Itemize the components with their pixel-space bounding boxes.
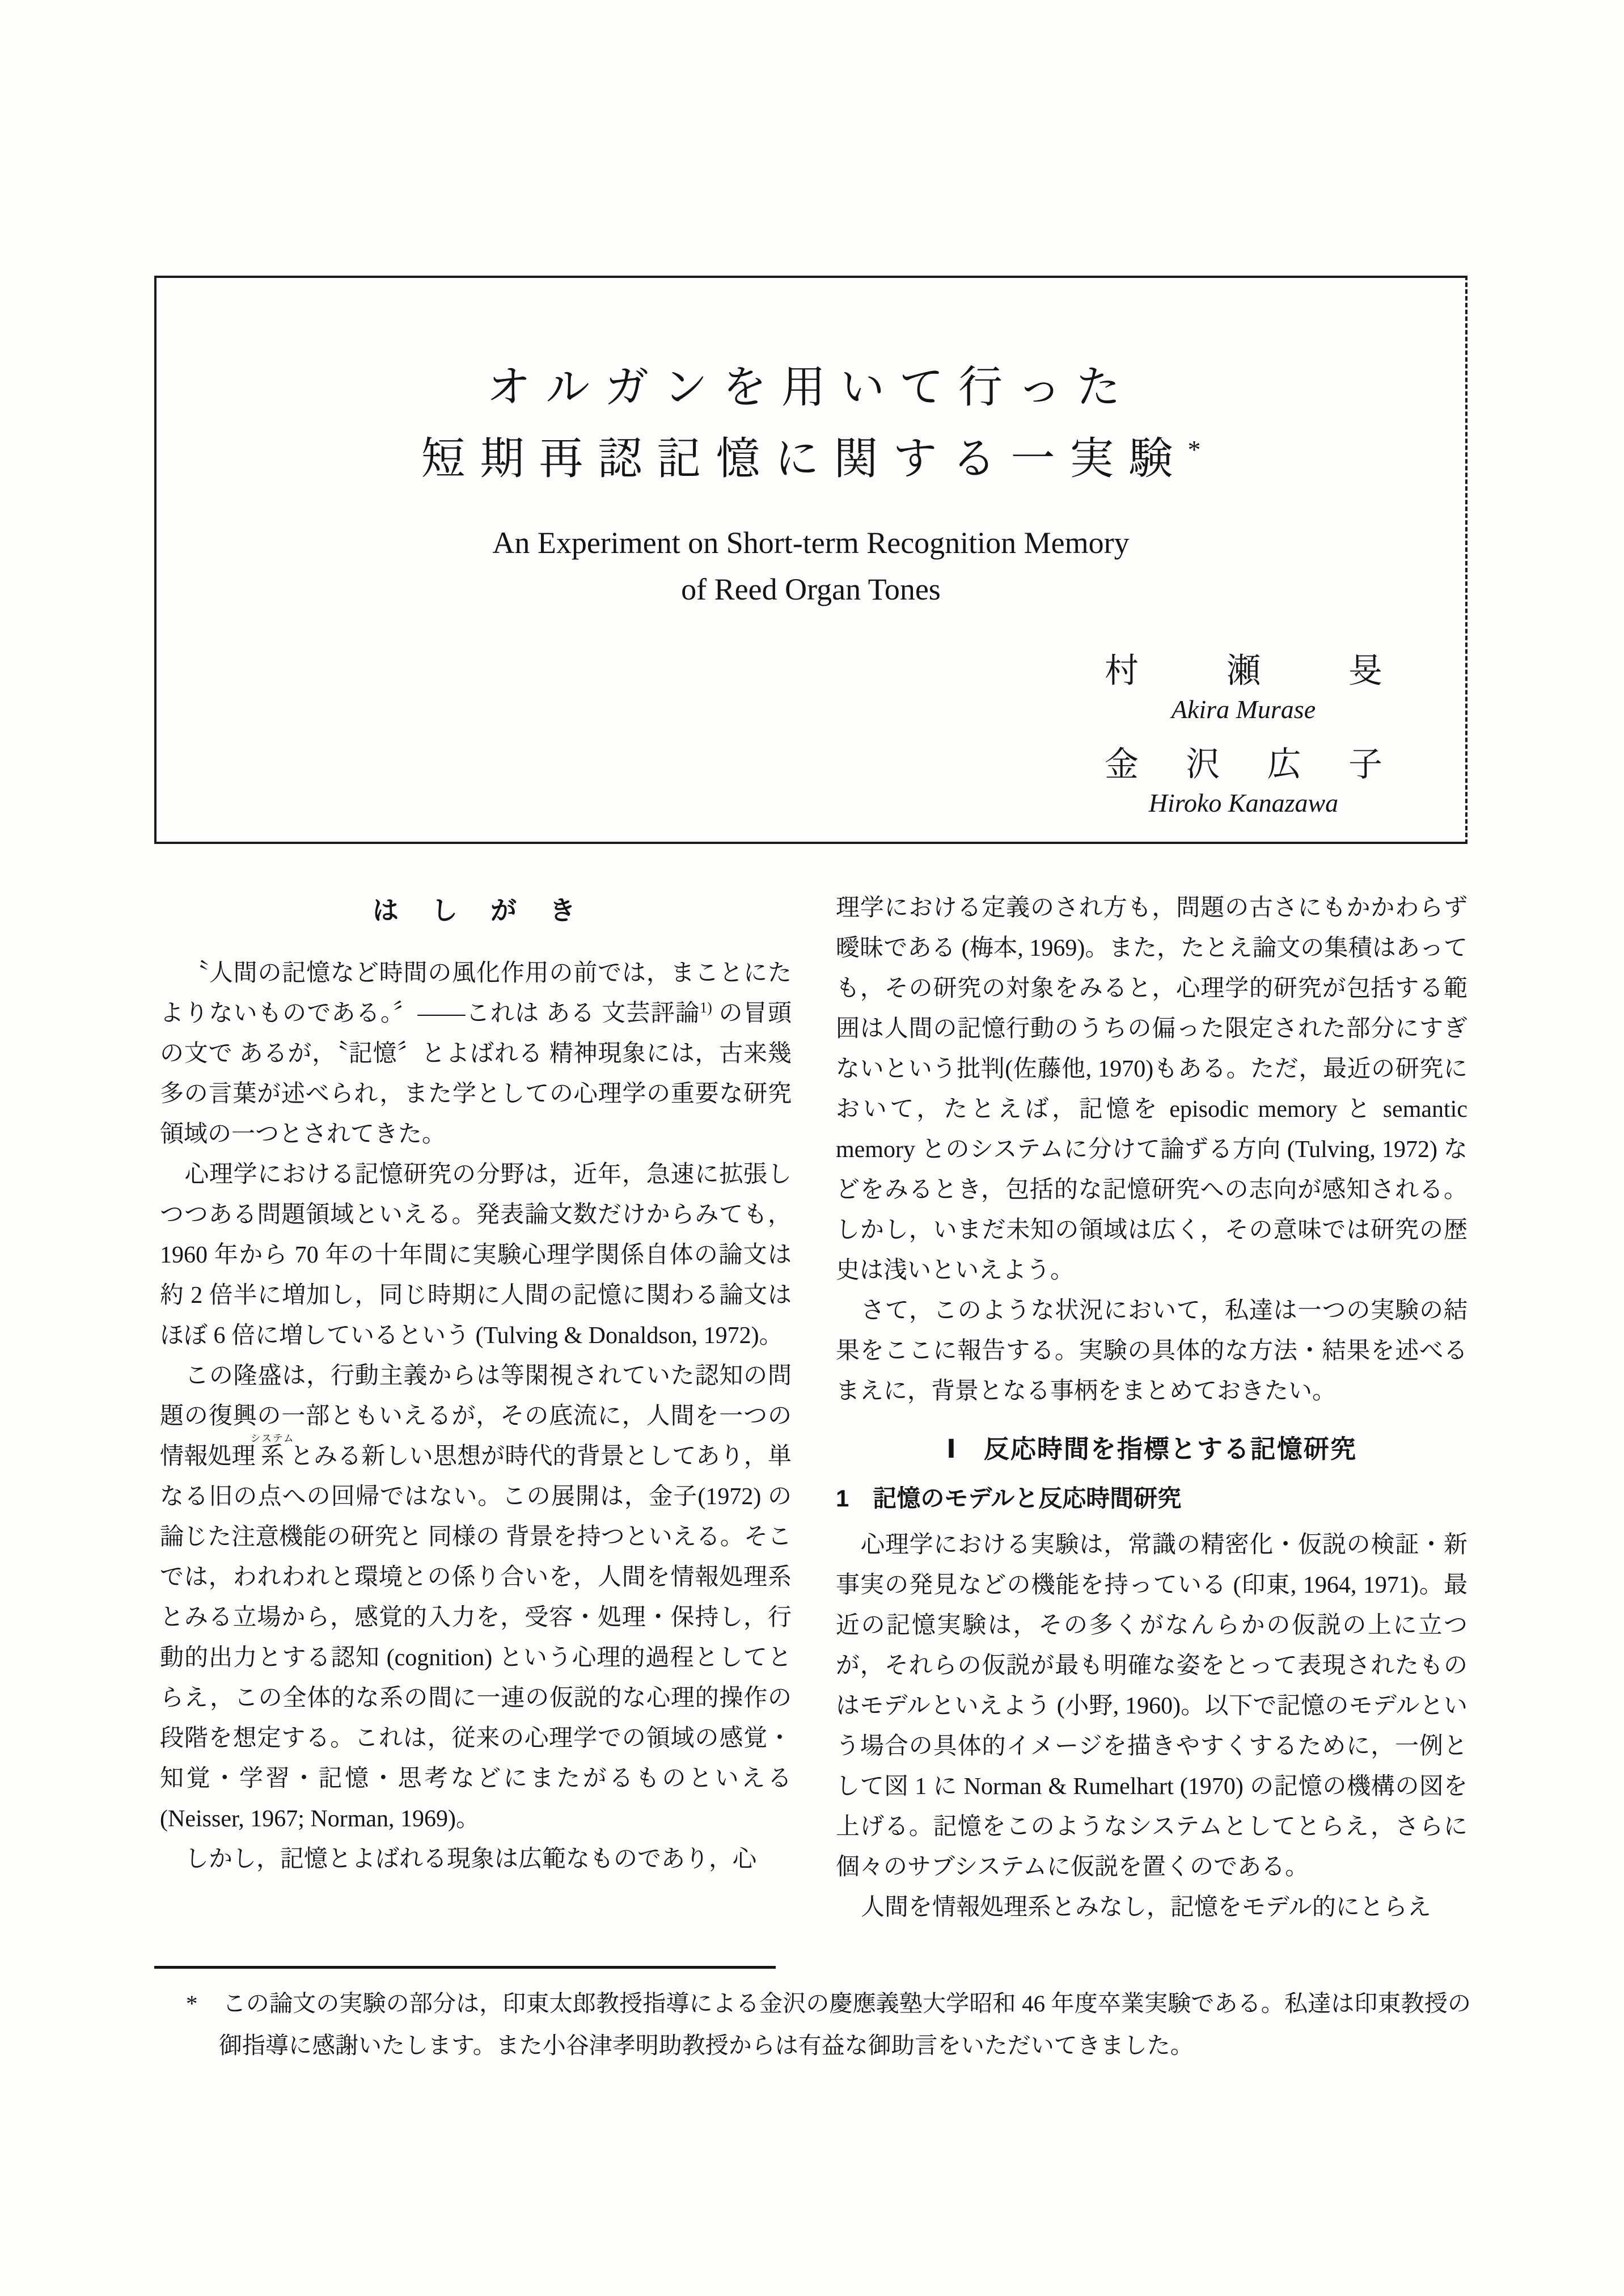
title-box xyxy=(154,276,1467,844)
body-columns xyxy=(160,888,1467,1928)
footnote-marker: * xyxy=(186,1990,198,2016)
author-2-name-en: Hiroko Kanazawa xyxy=(1148,788,1339,817)
preface-paragraph-3-cont: とみる新しい思想が時代的背景としてあり，単なる旧の点への回帰ではない。この展開は，金子(1972) の論じた注意機能の研究と 同様の 背景を持つといえる。そこでは，われわれと環境との係り合いを，人間を情報処理系とみる立場から，感覚的入力を，受容・処理・保持し，行動的出力とする認知 (cognition) という心理的過程としてとらえ，この全体的な系の間に一連の仮説的な心理的操作の段階を想定する。これは，従来の心理学での領域の感覚・知覚・学習・記憶・思考などにまたがるものといえる (Neisser, 1967; Norman, 1969)。 xyxy=(160,1444,792,1832)
preface-heading: は し が き xyxy=(373,896,579,925)
preface-paragraph-4: しかし，記憶とよばれる現象は広範なものであり，心 xyxy=(185,1846,757,1872)
section-1-heading: Ⅰ 反応時間を指標とする記憶研究 xyxy=(946,1434,1357,1463)
footnote-area xyxy=(154,1966,1471,2066)
preface-paragraph-3-text: この隆盛は，行動主義からは等閑視されていた認知の問題の復興の一部ともいえるが，その底流に，人間を一つの情報処理 xyxy=(160,1363,792,1470)
footnote-text: この論文の実験の部分は，印東太郎教授指導による金沢の慶應義塾大学昭和 46 年度卒業実験である。私達は印東教授の御指導に感謝いたします。また小谷津孝明助教授からは有益な御助言をいただいてきました。 xyxy=(219,1990,1471,2058)
left-column xyxy=(160,888,792,1928)
ruby-text-shisutemu: システム xyxy=(250,1433,295,1444)
preface-paragraph-1-text: 〝人間の記憶など時間の風化作用の前では，まことにたよりないものである。〞――これは ある 文芸評論 xyxy=(160,960,792,1027)
right-paragraph-2: さて，このような状況において，私達は一つの実験の結果をここに報告する。実験の具体的な方法・結果を述べるまえに，背景となる事柄をまとめておきたい。 xyxy=(836,1298,1467,1404)
preface-paragraph-3 xyxy=(160,1356,792,1839)
subsection-1-1-heading: 1 記憶のモデルと反応時間研究 xyxy=(836,1485,1182,1512)
right-paragraph-1: 理学における定義のされ方も，問題の古さにもかかわらず曖昧である (梅本, 1969)。また，たとえ論文の集積はあっても，その研究の対象をみると，心理学的研究が包括する範囲は人間の記憶行動のうちの偏った限定された部分にすぎないという批判(佐藤他, 1970)もある。ただ，最近の研究において，たとえば，記憶を episodic memory と semantic memory とのシステムに分けて論ずる方向 (Tulving, 1972) などをみるとき，包括的な記憶研究への志向が感知される。しかし，いまだ未知の領域は広く，その意味では研究の歴史は浅いといえよう。 xyxy=(836,895,1467,1284)
footnote-rule xyxy=(154,1966,776,1969)
title-footnote-asterisk: * xyxy=(1187,434,1201,464)
author-1-name-en: Akira Murase xyxy=(1171,694,1316,724)
reference-superscript-1: 1) xyxy=(700,999,712,1016)
preface-paragraph-1 xyxy=(160,953,792,1155)
preface-paragraph-2: 心理学における記憶研究の分野は，近年，急速に拡張しつつある問題領域といえる。発表論文数だけからみても，1960 年から 70 年の十年間に実験心理学関係自体の論文は約 2 倍半に増加し，同じ時期に人間の記憶に関わる論文はほぼ 6 倍に増しているという (Tulving & Donaldson, 1972)。 xyxy=(160,1162,792,1349)
ruby-base-kei: 系 xyxy=(250,1444,295,1470)
title-english-line1: An Experiment on Short-term Recognition Memory xyxy=(492,525,1130,560)
title-japanese-line2 xyxy=(157,434,1465,483)
right-paragraph-3: 心理学における実験は，常識の精密化・仮説の検証・新事実の発見などの機能を持っている (印東, 1964, 1971)。最近の記憶実験は，その多くがなんらかの仮説の上に立つが，それらの仮説が最も明確な姿をとって表現されたものはモデルといえよう (小野, 1960)。以下で記憶のモデルという場合の具体的イメージを描きやすくするために，一例として図 1 に Norman & Rumelhart (1970) の記憶の機構の図を上げる。記憶をこのようなシステムとしてとらえ，さらに個々のサブシステムに仮説を置くのである。 xyxy=(836,1532,1467,1880)
preface-paragraph-1-cont: の冒頭の文で あるが，〝記憶〞とよばれる 精神現象には，古来幾多の言葉が述べられ，また学としての心理学の重要な研究領域の一つとされてきた。 xyxy=(160,1001,792,1147)
furigana-system-ruby xyxy=(250,1433,295,1470)
right-column xyxy=(836,888,1467,1928)
footnote xyxy=(186,1982,1471,2066)
right-paragraph-4: 人間を情報処理系とみなし，記憶をモデル的にとらえ xyxy=(861,1894,1431,1921)
author-2-name-ja: 金 沢 広 子 xyxy=(1105,745,1382,783)
author-1-name-ja: 村 瀬 旻 xyxy=(1105,652,1382,690)
title-english-line2: of Reed Organ Tones xyxy=(681,572,941,606)
title-japanese-line1: オルガンを用いて行った xyxy=(486,362,1135,412)
title-japanese-line2-text: 短期再認記憶に関する一実験 xyxy=(421,433,1188,483)
authors-block xyxy=(1105,652,1382,818)
